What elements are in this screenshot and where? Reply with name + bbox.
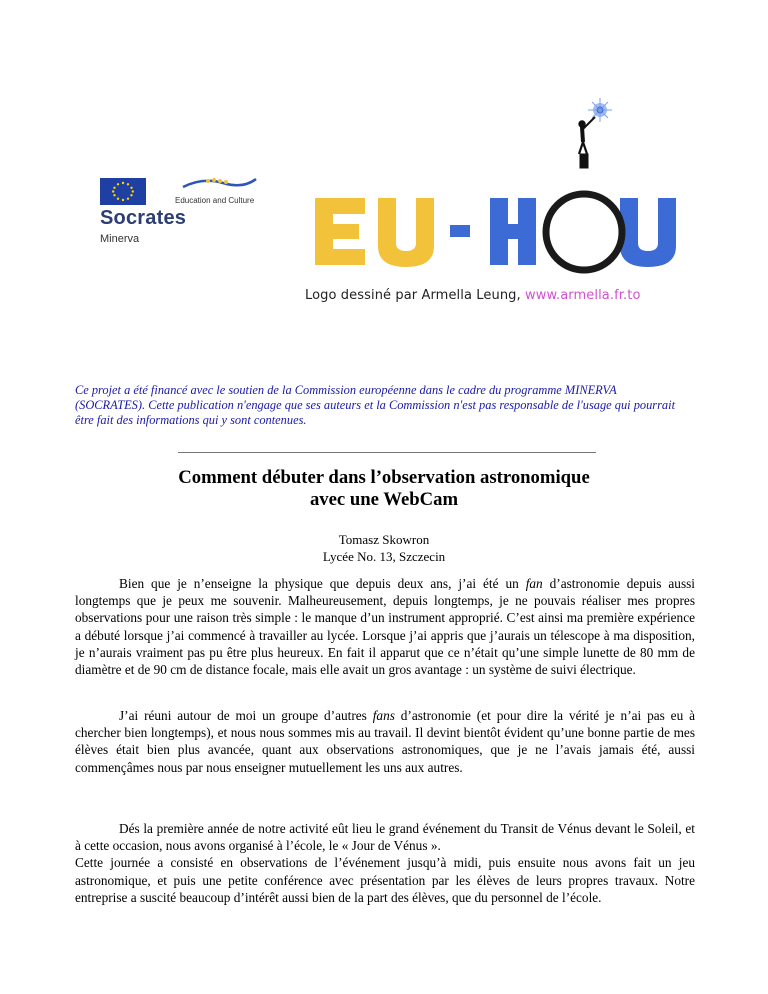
minerva-wordmark: Minerva xyxy=(100,233,140,245)
p2-text-b: d’astronomie (et pour dire la vérité je n’ai pas eu à chercher bien longtemps), et nous nous sommes mis au travail. Il devint bientôt évident qu’une bonne partie de mes élèves était bien plus avancée, quant aux observations astronomiques, que je ne l’avais jamais été, aussi commençâmes nous par nous enseigner mutuellement les uns aux autres. xyxy=(75,708,696,775)
body-paragraph-2 xyxy=(75,707,695,776)
body-paragraph-1 xyxy=(75,575,695,678)
eu-letters xyxy=(315,198,434,267)
logo-credit xyxy=(305,288,641,303)
eu-flag-icon xyxy=(100,178,146,205)
socrates-wordmark: Socrates xyxy=(100,207,187,229)
logo-credit-link[interactable]: www.armella.fr.to xyxy=(524,288,641,303)
funding-notice: Ce projet a été financé avec le soutien de la Commission européenne dans le cadre du programme MINERVA (SOCRATES). Cette publication n'engage que ses auteurs et la Commission n'est pas responsable de l'usage qui pourrait être fait des informations qui y sont contenues. xyxy=(75,383,676,427)
separator-line xyxy=(178,452,596,453)
author-school: Lycée No. 13, Szczecin xyxy=(322,549,446,564)
p1-emphasis: fan xyxy=(525,576,543,591)
telescope-ring-icon xyxy=(546,194,622,270)
stargazer-figure-icon xyxy=(579,117,595,168)
logo-credit-text: Logo dessiné par Armella Leung, xyxy=(305,288,525,303)
star-icon xyxy=(588,98,612,122)
p1-text-b: d’astronomie depuis aussi longtemps que je peux me souvenir. Malheureusement, depuis longtemps, je ne pouvais réaliser mes propres observations pour une raison très simple : le manque d’un instrument approprié. C’est ainsi ma première expérience a débuté lorsque j’ai commencé à travailler au lycée. Lorsque j’ai appris que j’aurais un télescope à ma disposition, je n’aurais vraiment pas pu être plus heureux. En fait il apparut que ce n’était qu’une simple lunette de 80 mm de diamètre et de 90 cm de distance focale, mais elle avait un gros avantage : un système de suivi électrique. xyxy=(75,576,695,678)
eu-hou-logo xyxy=(300,90,680,295)
p1-text-a: Bien que je n’enseigne la physique que depuis deux ans, j’ai été un xyxy=(119,576,526,591)
education-culture-icon xyxy=(178,175,258,191)
dash-glyph xyxy=(450,225,470,237)
socrates-minerva-logo xyxy=(100,175,280,255)
document-title-line-1: Comment débuter dans l’observation astronomique xyxy=(178,467,590,488)
p3-text-b: Cette journée a consisté en observations de l’événement jusqu’à midi, puis ensuite nous avons fait un jeu astronomique, et puis une petite conférence avec présentation par les élèves de leurs propres travaux. Notre entreprise a suscité beaucoup d’intérêt aussi bien de la part des élèves, que du personnel de l’école. xyxy=(75,855,695,905)
document-title-line-2: avec une WebCam xyxy=(309,489,459,510)
p2-emphasis: fans xyxy=(372,708,395,723)
education-culture-caption: Education and Culture xyxy=(175,196,255,205)
p3-text-a: Dés la première année de notre activité eût lieu le grand événement du Transit de Vénus devant le Soleil, et à cette occasion, nous avons organisé à l’école, le « Jour de Vénus ». xyxy=(75,821,695,854)
author-name: Tomasz Skowron xyxy=(338,532,430,547)
body-paragraph-3 xyxy=(75,820,695,906)
p2-text-a: J’ai réuni autour de moi un groupe d’autres xyxy=(119,708,373,723)
hou-letters xyxy=(490,198,676,267)
